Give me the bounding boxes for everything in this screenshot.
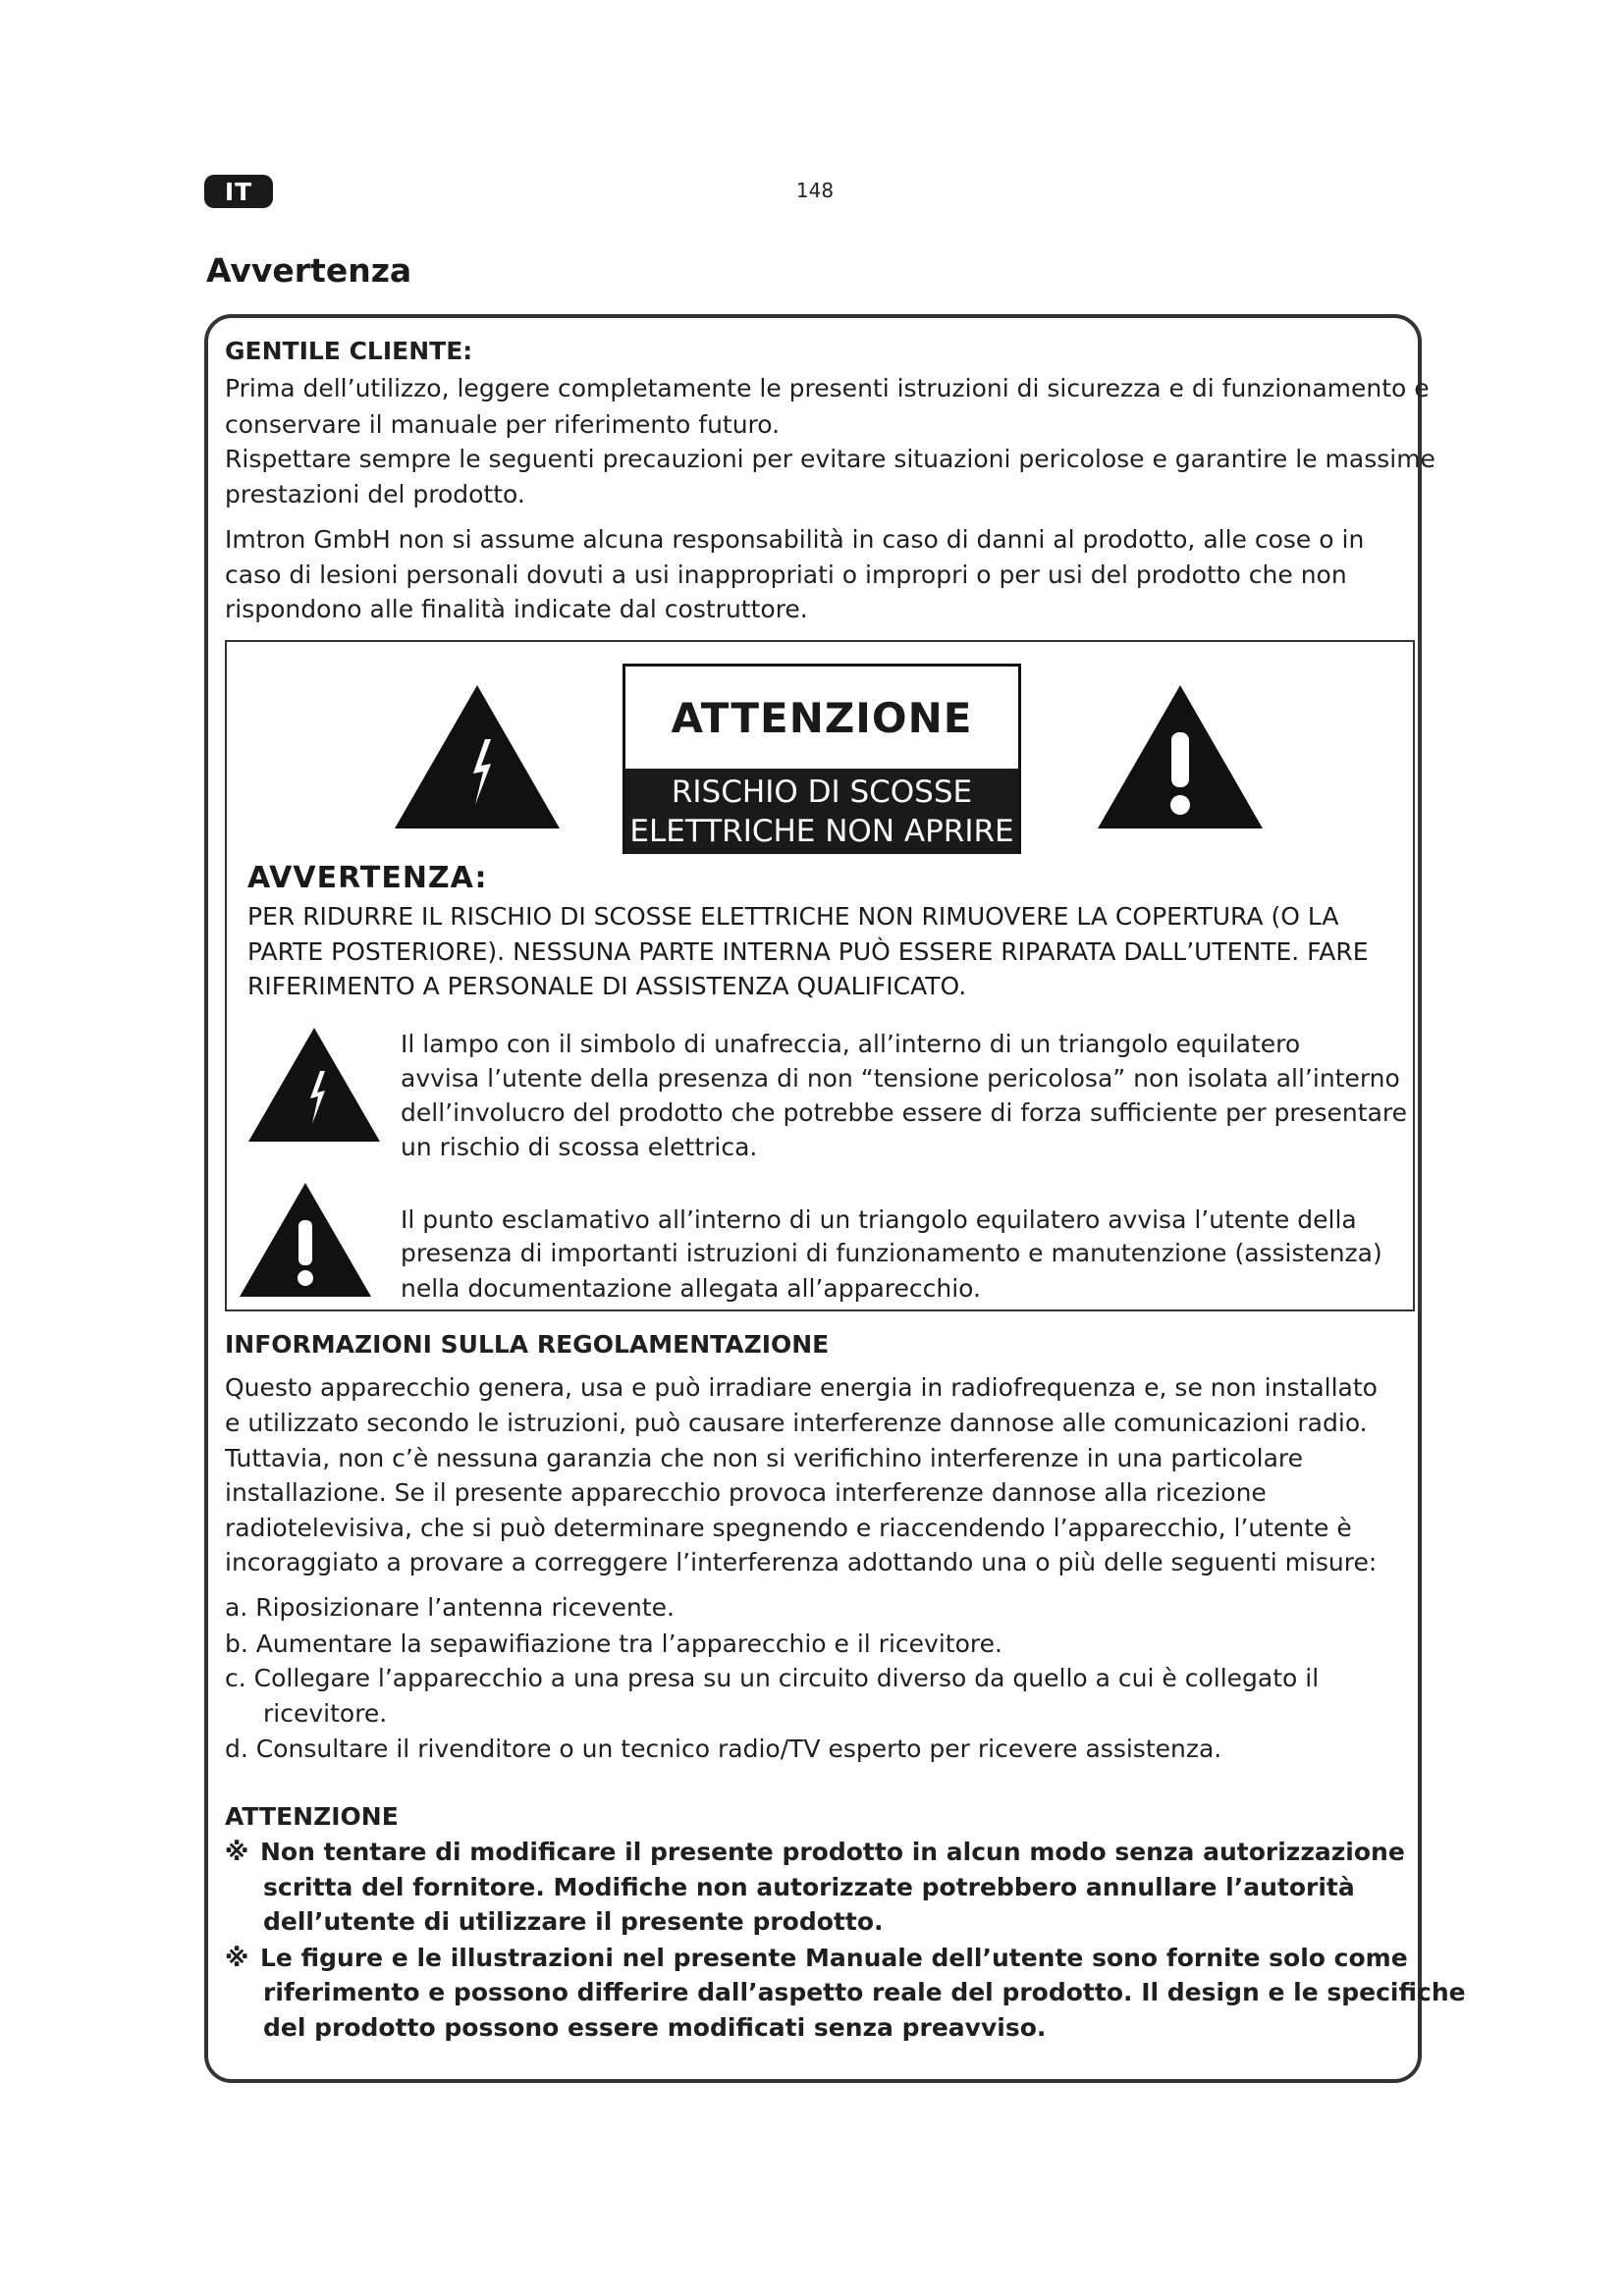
attention-note: del prodotto possono essere modificati senza preavviso. xyxy=(263,2013,1047,2042)
intro-text: conservare il manuale per riferimento futuro. xyxy=(225,410,781,439)
caution-label xyxy=(623,664,1021,854)
attention-note: Le figure e le illustrazioni nel presente Manuale dell’utente sono fornite solo come xyxy=(260,1944,1408,1972)
list-item: c. Collegare l’apparecchio a una presa su un circuito diverso da quello a cui è collegato il xyxy=(225,1664,1320,1692)
symbol-description: nella documentazione allegata all’apparecchio. xyxy=(401,1274,981,1303)
language-badge: IT xyxy=(204,175,273,208)
note-marker: ※ xyxy=(225,1944,249,1972)
symbol-description: avvisa l’utente della presenza di non “tensione pericolosa” non isolata all’interno xyxy=(401,1064,1400,1093)
intro-text: Imtron GmbH non si assume alcuna responsabilità in caso di danni al prodotto, alle cose o in xyxy=(225,525,1365,554)
attention-note: scritta del fornitore. Modifiche non autorizzate potrebbero annullare l’autorità xyxy=(263,1873,1355,1901)
caution-title: ATTENZIONE xyxy=(671,693,973,742)
symbol-description: Il punto esclamativo all’interno di un triangolo equilatero avvisa l’utente della xyxy=(401,1205,1357,1234)
warning-heading: AVVERTENZA: xyxy=(247,861,488,895)
intro-heading: GENTILE CLIENTE: xyxy=(225,337,473,365)
intro-text: Rispettare sempre le seguenti precauzioni per evitare situazioni pericolose e garantire le massime xyxy=(225,445,1435,473)
lightning-warning-icon xyxy=(248,1028,380,1142)
attention-note: Non tentare di modificare il presente prodotto in alcun modo senza autorizzazione xyxy=(260,1838,1405,1866)
regulatory-text: installazione. Se il presente apparecchio provoca interferenze dannose alla ricezione xyxy=(225,1478,1267,1507)
lightning-warning-icon xyxy=(395,685,560,828)
caution-subtitle xyxy=(625,769,1018,854)
list-item: b. Aumentare la sepawifiazione tra l’apparecchio e il ricevitore. xyxy=(225,1629,1002,1658)
intro-text: rispondono alle finalità indicate dal costruttore. xyxy=(225,595,808,623)
regulatory-text: e utilizzato secondo le istruzioni, può causare interferenze dannose alle comunicazioni radio. xyxy=(225,1409,1368,1437)
regulatory-text: radiotelevisiva, che si può determinare spegnendo e riaccendendo l’apparecchio, l’utente è xyxy=(225,1514,1352,1542)
regulatory-heading: INFORMAZIONI SULLA REGOLAMENTAZIONE xyxy=(225,1330,830,1359)
attention-note: riferimento e possono differire dall’aspetto reale del prodotto. Il design e le specifiche xyxy=(263,1978,1466,2006)
list-item: d. Consultare il rivenditore o un tecnico radio/TV esperto per ricevere assistenza. xyxy=(225,1735,1222,1763)
attention-note: dell’utente di utilizzare il presente prodotto. xyxy=(263,1907,884,1936)
regulatory-text: incoraggiato a provare a correggere l’interferenza adottando una o più delle seguenti misure: xyxy=(225,1548,1378,1576)
note-marker: ※ xyxy=(225,1838,249,1866)
intro-text: caso di lesioni personali dovuti a usi inappropriati o impropri o per usi del prodotto che non xyxy=(225,561,1347,589)
list-item: a. Riposizionare l’antenna ricevente. xyxy=(225,1593,675,1622)
intro-text: prestazioni del prodotto. xyxy=(225,480,525,508)
page-title: Avvertenza xyxy=(206,251,412,290)
symbol-description: presenza di importanti istruzioni di funzionamento e manutenzione (assistenza) xyxy=(401,1239,1382,1267)
warning-text: PARTE POSTERIORE). NESSUNA PARTE INTERNA PUÒ ESSERE RIPARATA DALL’UTENTE. FARE xyxy=(247,937,1369,966)
symbol-description: dell’involucro del prodotto che potrebbe essere di forza sufficiente per presentare xyxy=(401,1098,1407,1127)
warning-text: PER RIDURRE IL RISCHIO DI SCOSSE ELETTRICHE NON RIMUOVERE LA COPERTURA (O LA xyxy=(247,902,1339,931)
exclamation-warning-icon xyxy=(1098,685,1263,828)
regulatory-text: Tuttavia, non c’è nessuna garanzia che non si verifichino interferenze in una particolare xyxy=(225,1444,1304,1472)
symbol-description: Il lampo con il simbolo di unafreccia, all’interno di un triangolo equilatero xyxy=(401,1030,1301,1058)
list-item: ricevitore. xyxy=(263,1699,388,1728)
page-number: 148 xyxy=(795,179,835,202)
symbol-description: un rischio di scossa elettrica. xyxy=(401,1133,758,1161)
exclamation-warning-icon xyxy=(240,1183,371,1297)
caution-subtitle-line: ELETTRICHE NON APRIRE xyxy=(629,814,1014,849)
attention-heading: ATTENZIONE xyxy=(225,1802,399,1831)
warning-text: RIFERIMENTO A PERSONALE DI ASSISTENZA QUALIFICATO. xyxy=(247,972,967,1000)
regulatory-text: Questo apparecchio genera, usa e può irradiare energia in radiofrequenza e, se non installato xyxy=(225,1373,1378,1402)
intro-text: Prima dell’utilizzo, leggere completamente le presenti istruzioni di sicurezza e di funzionamento e xyxy=(225,374,1430,402)
caution-subtitle-line: RISCHIO DI SCOSSE xyxy=(671,774,973,810)
